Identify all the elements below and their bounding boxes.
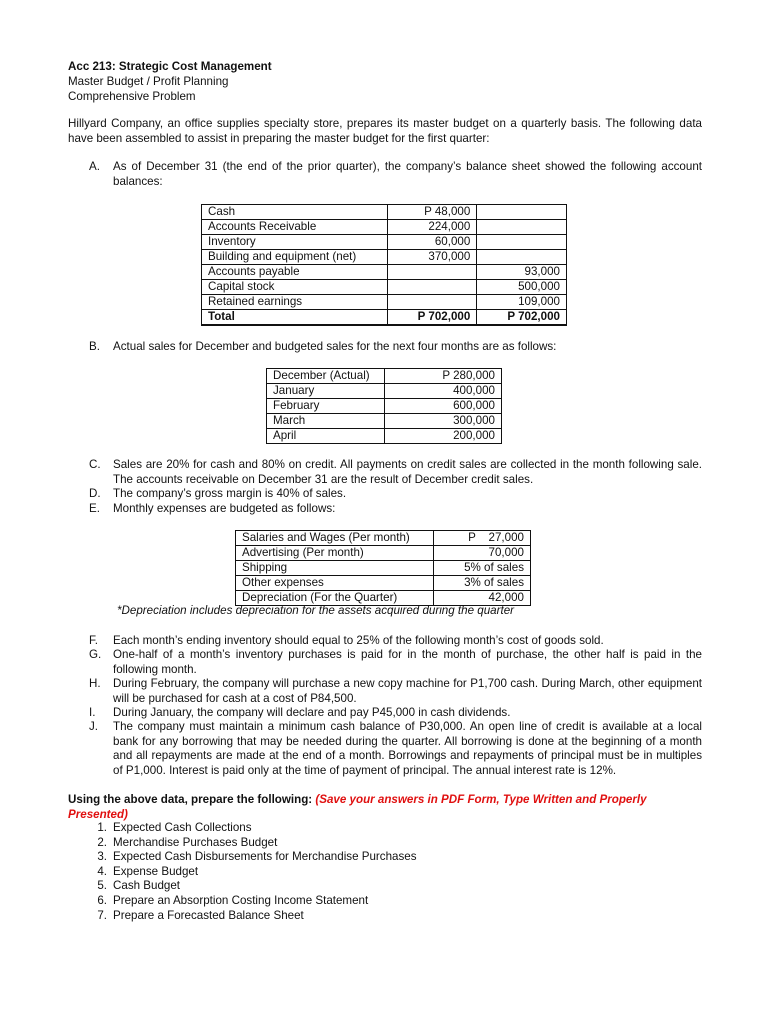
expense-label: Advertising (Per month) bbox=[236, 546, 434, 561]
item-text: During February, the company will purchase a new copy machine for P1,700 cash. During March, other equipment will be purchased for cash at a cost of P84,500. bbox=[113, 677, 702, 705]
item-letter: F. bbox=[89, 634, 99, 647]
item-letter: D. bbox=[89, 487, 101, 500]
task-text: Expense Budget bbox=[113, 864, 199, 878]
expense-value: 42,000 bbox=[433, 591, 530, 606]
expense-value: 70,000 bbox=[433, 546, 530, 561]
credit-amount bbox=[477, 235, 567, 250]
item-text: Sales are 20% for cash and 80% on credit. All payments on credit sales are collected in the month following sale. The accounts receivable on December 31 are the result of December credit sales. bbox=[113, 458, 702, 486]
sales-amount: 400,000 bbox=[384, 384, 501, 399]
balance-sheet-row bbox=[202, 265, 567, 280]
account-name: Accounts payable bbox=[202, 265, 388, 280]
expense-row bbox=[236, 576, 531, 591]
item-letter: A. bbox=[89, 160, 100, 173]
item-text: Each month’s ending inventory should equal to 25% of the following month’s cost of goods sold. bbox=[113, 634, 604, 647]
item-text: The company’s gross margin is 40% of sales. bbox=[113, 487, 347, 500]
debit-amount bbox=[387, 280, 477, 295]
expense-label: Shipping bbox=[236, 561, 434, 576]
item-j bbox=[89, 720, 702, 778]
task-text: Expected Cash Collections bbox=[113, 821, 252, 834]
sales-month: April bbox=[267, 429, 385, 444]
item-letter: J. bbox=[89, 720, 99, 733]
expense-value: 3% of sales bbox=[433, 576, 530, 591]
item-h bbox=[89, 677, 702, 706]
task-text: Merchandise Purchases Budget bbox=[113, 835, 278, 849]
item-text: During January, the company will declare and pay P45,000 in cash dividends. bbox=[113, 706, 511, 719]
task-text: Prepare a Forecasted Balance Sheet bbox=[113, 908, 304, 922]
sales-row bbox=[267, 384, 502, 399]
debit-amount: P 48,000 bbox=[387, 205, 477, 220]
item-text: The company must maintain a minimum cash balance of P30,000. An open line of credit is available at a local bank for any borrowing that may be needed during the quarter. All borrowing is done at the beginning of a month and all repayments are made at the end of a month. Borrowings and repayments of principal must be in multiples of P1,000. Interest is paid only at the time of payment of principal. The annual interest rate is 12%. bbox=[113, 720, 702, 777]
expense-value: 5% of sales bbox=[433, 561, 530, 576]
problem-type: Comprehensive Problem bbox=[68, 90, 196, 103]
item-letter: C. bbox=[89, 458, 101, 471]
balance-sheet-row bbox=[202, 205, 567, 220]
balance-sheet-table bbox=[201, 204, 567, 326]
account-name: Building and equipment (net) bbox=[202, 250, 388, 265]
item-letter: H. bbox=[89, 677, 101, 690]
sales-amount: 600,000 bbox=[384, 399, 501, 414]
task-number: 1. bbox=[97, 821, 107, 834]
sales-table bbox=[266, 368, 502, 444]
account-name: Total bbox=[202, 310, 388, 326]
debit-amount bbox=[387, 265, 477, 280]
expense-label: Other expenses bbox=[236, 576, 434, 591]
credit-amount: 93,000 bbox=[477, 265, 567, 280]
sales-row bbox=[267, 399, 502, 414]
item-letter: B. bbox=[89, 340, 100, 353]
item-text: Monthly expenses are budgeted as follows: bbox=[113, 502, 336, 515]
item-g bbox=[89, 648, 702, 677]
task-text: Cash Budget bbox=[113, 879, 181, 893]
account-name: Retained earnings bbox=[202, 295, 388, 310]
instructions bbox=[68, 793, 708, 822]
credit-amount bbox=[477, 250, 567, 265]
debit-amount bbox=[387, 295, 477, 310]
item-b bbox=[89, 340, 702, 355]
balance-sheet-row bbox=[202, 295, 567, 310]
item-letter: G. bbox=[89, 648, 102, 661]
balance-sheet-row bbox=[202, 220, 567, 235]
sales-amount: 200,000 bbox=[384, 429, 501, 444]
item-a bbox=[89, 160, 702, 189]
balance-sheet-row bbox=[202, 235, 567, 250]
sales-row bbox=[267, 414, 502, 429]
credit-amount: P 702,000 bbox=[477, 310, 567, 326]
expense-value: P 27,000 bbox=[433, 531, 530, 546]
sales-amount: 300,000 bbox=[384, 414, 501, 429]
instructions-note: (Save your answers in PDF Form, Type Written and Properly Presented) bbox=[68, 793, 647, 821]
credit-amount bbox=[477, 220, 567, 235]
item-text: One-half of a month’s inventory purchases is paid for in the month of purchase, the other half is paid in the following month. bbox=[113, 648, 702, 676]
instructions-lead: Using the above data, prepare the following: bbox=[68, 793, 313, 806]
credit-amount bbox=[477, 205, 567, 220]
expenses-table bbox=[235, 530, 531, 606]
document-header bbox=[68, 60, 708, 105]
account-name: Cash bbox=[202, 205, 388, 220]
task-number: 6. bbox=[97, 893, 107, 907]
task-number: 3. bbox=[97, 850, 107, 864]
task-number: 2. bbox=[97, 835, 107, 849]
item-e bbox=[89, 502, 702, 517]
debit-amount: 60,000 bbox=[387, 235, 477, 250]
sales-month: March bbox=[267, 414, 385, 429]
balance-sheet-row bbox=[202, 250, 567, 265]
course-title: Acc 213: Strategic Cost Management bbox=[68, 60, 272, 73]
task-text: Prepare an Absorption Costing Income Statement bbox=[113, 893, 369, 907]
document-subtitle: Master Budget / Profit Planning bbox=[68, 75, 229, 88]
debit-amount: 370,000 bbox=[387, 250, 477, 265]
depreciation-note: *Depreciation includes depreciation for the assets acquired during the quarter bbox=[117, 604, 515, 617]
expense-label: Salaries and Wages (Per month) bbox=[236, 531, 434, 546]
task-number: 4. bbox=[97, 864, 107, 878]
item-f bbox=[89, 634, 702, 649]
account-name: Inventory bbox=[202, 235, 388, 250]
credit-amount: 500,000 bbox=[477, 280, 567, 295]
item-letter: I. bbox=[89, 706, 96, 719]
account-name: Capital stock bbox=[202, 280, 388, 295]
expense-row bbox=[236, 546, 531, 561]
account-name: Accounts Receivable bbox=[202, 220, 388, 235]
task-number: 7. bbox=[97, 908, 107, 922]
debit-amount: 224,000 bbox=[387, 220, 477, 235]
item-c bbox=[89, 458, 702, 487]
balance-sheet-row bbox=[202, 280, 567, 295]
expense-label: Depreciation (For the Quarter) bbox=[236, 591, 434, 606]
intro-paragraph: Hillyard Company, an office supplies specialty store, prepares its master budget on a quarterly basis. The following data have been assembled to assist in preparing the master budget for the first quarter: bbox=[68, 117, 702, 145]
credit-amount: 109,000 bbox=[477, 295, 567, 310]
sales-row bbox=[267, 369, 502, 384]
item-d bbox=[89, 487, 702, 502]
expense-row bbox=[236, 561, 531, 576]
item-text: Actual sales for December and budgeted sales for the next four months are as follows: bbox=[113, 340, 557, 353]
item-letter: E. bbox=[89, 502, 100, 515]
expense-row bbox=[236, 531, 531, 546]
sales-amount: P 280,000 bbox=[384, 369, 501, 384]
sales-month: January bbox=[267, 384, 385, 399]
debit-amount: P 702,000 bbox=[387, 310, 477, 326]
task-text: Expected Cash Disbursements for Merchandise Purchases bbox=[113, 850, 417, 864]
item-text: As of December 31 (the end of the prior quarter), the company’s balance sheet showed the following account balances: bbox=[113, 160, 702, 188]
sales-month: February bbox=[267, 399, 385, 414]
sales-month: December (Actual) bbox=[267, 369, 385, 384]
task-number: 5. bbox=[97, 879, 107, 893]
balance-sheet-row bbox=[202, 310, 567, 326]
item-i bbox=[89, 706, 702, 721]
sales-row bbox=[267, 429, 502, 444]
